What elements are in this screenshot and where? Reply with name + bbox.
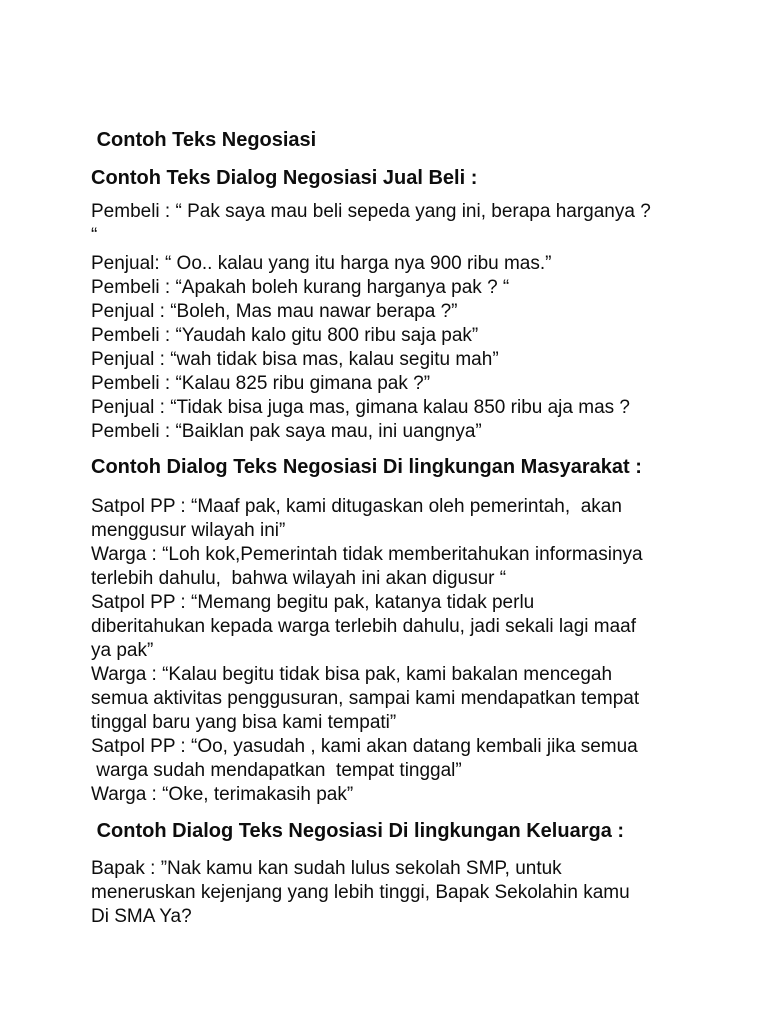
text-line: Satpol PP : “Oo, yasudah , kami akan datang kembali jika semua (91, 736, 638, 757)
text-line: Warga : “Oke, terimakasih pak” (91, 784, 354, 805)
text-line: diberitahukan kepada warga terlebih dahulu, jadi sekali lagi maaf (91, 616, 637, 637)
section-jual-beli (91, 166, 704, 444)
text-line: Warga : “Kalau begitu tidak bisa pak, kami bakalan mencegah (91, 664, 613, 685)
paragraph-jual-beli-dialog (91, 252, 704, 444)
text-line: ya pak” (91, 640, 154, 661)
text-line: Penjual: “ Oo.. kalau yang itu harga nya 900 ribu mas.” (91, 253, 552, 274)
text-line: Warga : “Loh kok,Pemerintah tidak memberitahukan informasinya (91, 544, 643, 565)
text-line: Pembeli : “Apakah boleh kurang harganya pak ? “ (91, 277, 510, 298)
section-heading-masyarakat: Contoh Dialog Teks Negosiasi Di lingkungan Masyarakat : (91, 456, 642, 478)
text-line: Satpol PP : “Maaf pak, kami ditugaskan oleh pemerintah, akan (91, 496, 622, 517)
paragraph-keluarga-dialog (91, 857, 704, 929)
text-line: “ (91, 225, 98, 246)
text-line: meneruskan kejenjang yang lebih tinggi, Bapak Sekolahin kamu (91, 882, 630, 903)
paragraph-masyarakat-dialog (91, 495, 704, 807)
section-masyarakat (91, 455, 704, 807)
text-line: tinggal baru yang bisa kami tempati” (91, 712, 397, 733)
section-heading-jual-beli: Contoh Teks Dialog Negosiasi Jual Beli : (91, 167, 478, 189)
text-line: Pembeli : “Kalau 825 ribu gimana pak ?” (91, 373, 431, 394)
text-line: Penjual : “Tidak bisa juga mas, gimana kalau 850 ribu aja mas ? (91, 397, 630, 418)
text-line: warga sudah mendapatkan tempat tinggal” (91, 760, 462, 781)
text-line: menggusur wilayah ini” (91, 520, 286, 541)
text-line: Di SMA Ya? (91, 906, 192, 927)
text-line: Bapak : ”Nak kamu kan sudah lulus sekolah SMP, untuk (91, 858, 562, 879)
page-title: Contoh Teks Negosiasi (91, 129, 317, 151)
text-line: Satpol PP : “Memang begitu pak, katanya tidak perlu (91, 592, 535, 613)
text-line: Penjual : “wah tidak bisa mas, kalau segitu mah” (91, 349, 499, 370)
text-line: terlebih dahulu, bahwa wilayah ini akan digusur “ (91, 568, 507, 589)
section-keluarga (91, 819, 704, 929)
text-line: semua aktivitas penggusuran, sampai kami mendapatkan tempat (91, 688, 640, 709)
text-line: Pembeli : “Baiklan pak saya mau, ini uangnya” (91, 421, 482, 442)
text-line: Pembeli : “ Pak saya mau beli sepeda yang ini, berapa harganya ? (91, 201, 651, 222)
text-line: Penjual : “Boleh, Mas mau nawar berapa ?” (91, 301, 458, 322)
paragraph-pembeli-opening (91, 200, 704, 248)
section-heading-keluarga: Contoh Dialog Teks Negosiasi Di lingkungan Keluarga : (91, 820, 625, 842)
text-line: Pembeli : “Yaudah kalo gitu 800 ribu saja pak” (91, 325, 479, 346)
